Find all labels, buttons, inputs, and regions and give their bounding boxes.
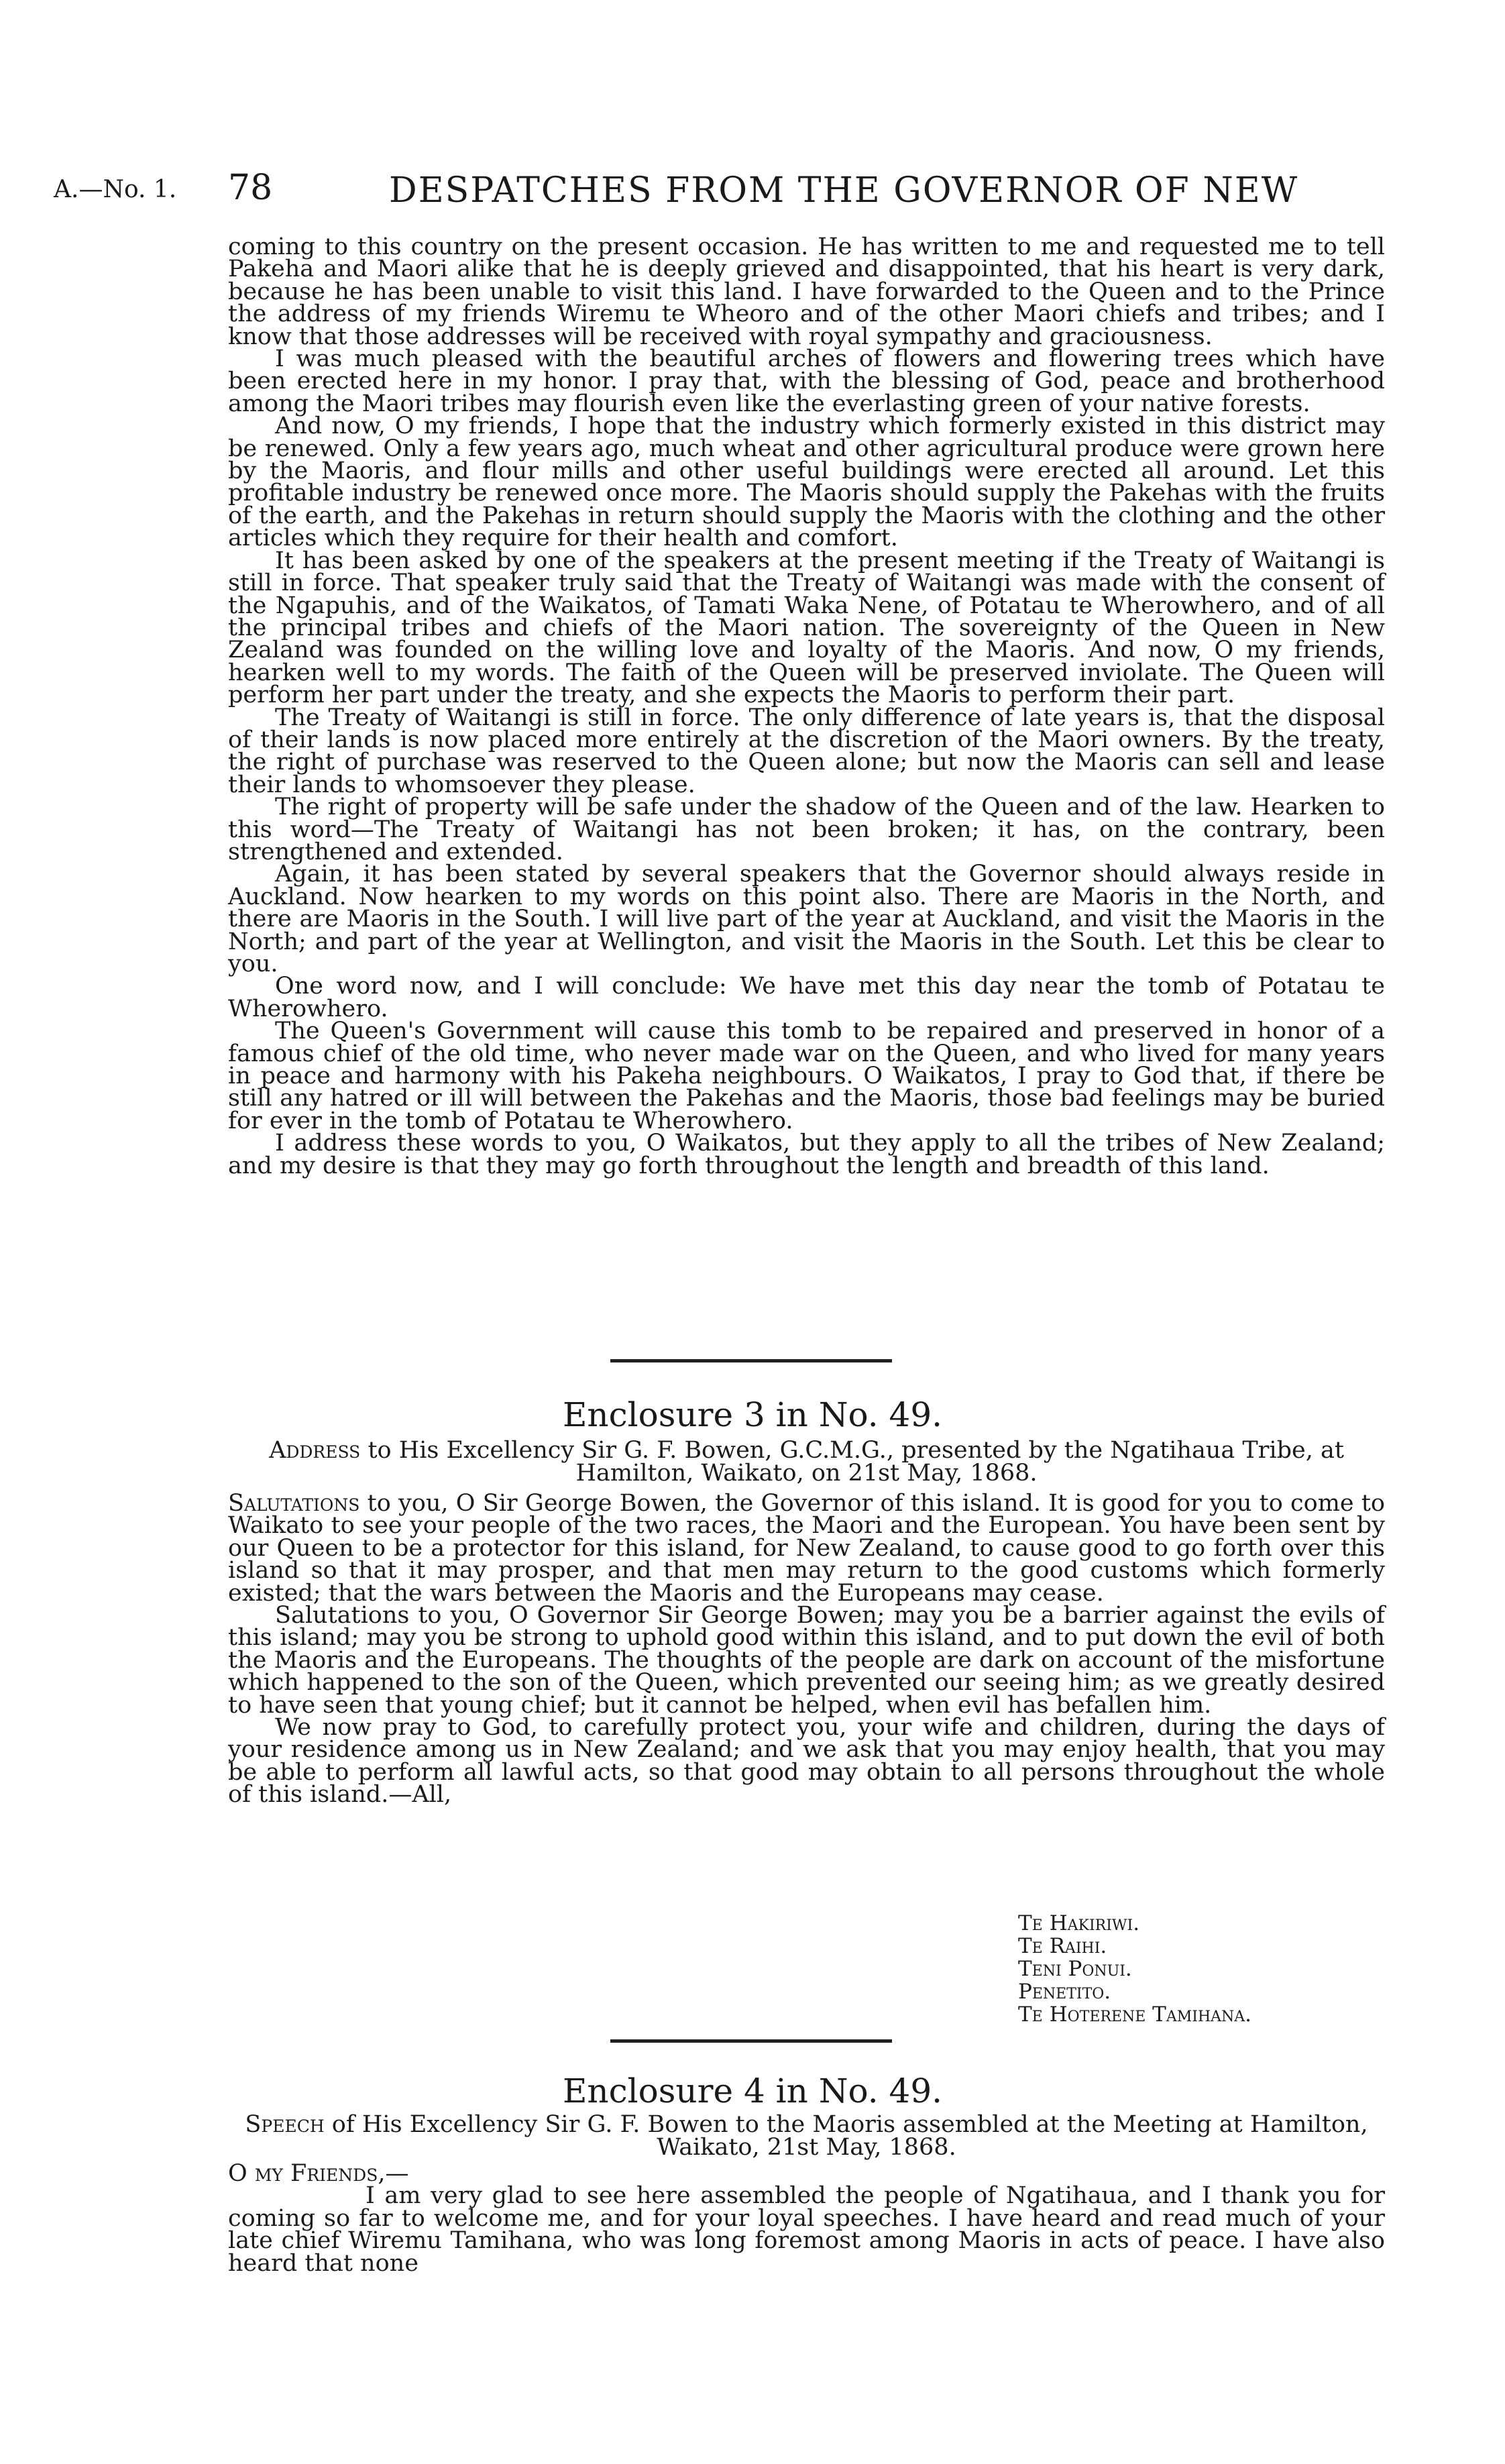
- speech-line-1: of His Excellency Sir G. F. Bowen to the Maoris assembled at the Meeting at Hamilton,: [324, 2111, 1368, 2138]
- signatory: Te Hoterene Tamihana.: [1018, 2002, 1252, 2027]
- paper-reference: A.—No. 1.: [54, 176, 177, 203]
- paragraph: I am very glad to see here assembled the people of Ngatihaua, and I thank you for coming so far to welcome me, and for your loyal speeches. I have heard and read much of your late chief Wiremu Tamihana, who was long foremost among Maoris in acts of peace. I have also heard that none: [228, 2182, 1385, 2277]
- signatory: Te Hakiriwi.: [1018, 1911, 1140, 1935]
- signatory: Penetito.: [1018, 1980, 1111, 2004]
- section-divider: [610, 2039, 892, 2043]
- page-header: [0, 168, 1505, 211]
- address-title: [228, 1439, 1385, 1462]
- speech-title: [228, 2113, 1385, 2136]
- paragraph: The Treaty of Waitangi is still in force. The only difference of late years is, that the disposal of their lands is now placed more entirely at the discretion of the Maori owners. By the treaty, the right of purchase was reserved to the Queen alone; but now the Maoris can sell and lease their lands to whomsoever they please.: [228, 704, 1385, 798]
- paragraph: And now, O my friends, I hope that the industry which formerly existed in this district may be renewed. Only a few years ago, much wheat and other agricultural produce were grown here by the Maoris, and flour mills and other useful buildings were erected all around. Let this profitable industry be renewed once more. The Maoris should supply the Pakehas with the fruits of the earth, and the Pakehas in return should supply the Maoris with the clothing and the other articles which they require for their health and comfort.: [228, 413, 1385, 552]
- enclosure-3-heading: Enclosure 3 in No. 49.: [562, 1395, 943, 1434]
- greeting: O my Friends,—: [228, 2160, 409, 2187]
- running-title: DESPATCHES FROM THE GOVERNOR OF NEW: [389, 170, 1299, 211]
- enclosure-3: [228, 1439, 1385, 1807]
- signatories: [1018, 1912, 1251, 2026]
- paragraph: I was much pleased with the beautiful arches of flowers and flowering trees which have been erected here in my honor. I pray that, with the blessing of God, peace and brotherhood among the Maori tribes may flourish even like the everlasting green of your native forests.: [228, 345, 1385, 417]
- paragraph: Again, it has been stated by several speakers that the Governor should always reside in Auckland. Now hearken to my words on this point also. There are Maoris in the North, and there are Maoris in the South. I will live part of the year at Auckland, and visit the Maoris in the North; and part of the year at Wellington, and visit the Maoris in the South. Let this be clear to you.: [228, 861, 1385, 977]
- signatory: Te Raihi.: [1018, 1934, 1107, 1958]
- address-line-2: Hamilton, Waikato, on 21st May, 1868.: [575, 1460, 1038, 1487]
- paragraph: coming to this country on the present occasion. He has written to me and requested me to tell Pakeha and Maori alike that he is deeply grieved and disappointed, that his heart is very dark, because he has been unable to visit this land. I have forwarded to the Queen and to the Prince the address of my friends Wiremu te Wheoro and of the other Maori chiefs and tribes; and I know that those addresses will be received with royal sympathy and graciousness.: [228, 233, 1385, 350]
- paragraph: The right of property will be safe under the shadow of the Queen and of the law. Hearken to this word—The Treaty of Waitangi has not been broken; it has, on the contrary, been strengthened and extended.: [228, 794, 1385, 865]
- enclosure-4: [228, 2113, 1385, 2275]
- paragraph: I address these words to you, O Waikatos, but they apply to all the tribes of New Zealand; and my desire is that they may go forth throughout the length and breadth of this land.: [228, 1130, 1385, 1179]
- paragraph: Salutations to you, O Governor Sir George Bowen; may you be a barrier against the evils of this island; may you be strong to uphold good within this island, and to put down the evil of both the Maoris and the Europeans. The thoughts of the people are dark on account of the misfortune which happened to the son of the Queen, which prevented our seeing him; as we greatly desired to have seen that young chief; but it cannot be helped, when evil has befallen him.: [228, 1602, 1385, 1719]
- paragraph: It has been asked by one of the speakers at the present meeting if the Treaty of Waitangi is still in force. That speaker truly said that the Treaty of Waitangi was made with the consent of the Ngapuhis, and of the Waikatos, of Tamati Waka Nene, of Potatau te Wherowhero, and of all the principal tribes and chiefs of the Maori nation. The sovereignty of the Queen in New Zealand was founded on the willing love and loyalty of the Maoris. And now, O my friends, hearken well to my words. The faith of the Queen will be preserved inviolate. The Queen will perform her part under the treaty, and she expects the Maoris to perform their part.: [228, 547, 1385, 709]
- speech-continued: [228, 233, 1385, 1179]
- enclosure-4-heading: Enclosure 4 in No. 49.: [562, 2072, 943, 2110]
- salutation-text: to you, O Sir George Bowen, the Governor of this island. It is good for you to come to Waikato to see your people of the two races, the Maori and the European. You have been sent by our Queen to be a protector for this island, for New Zealand, to cause good to go forth over this island so that it may prosper, and that men may return to the good customs which formerly existed; that the wars between the Maoris and the Europeans may cease.: [228, 1490, 1385, 1607]
- salutation-lead: Salutations: [228, 1490, 360, 1517]
- paragraph: One word now, and I will conclude: We have met this day near the tomb of Potatau te Wherowhero.: [228, 973, 1385, 1022]
- address-lead: Address: [269, 1437, 361, 1464]
- paragraph: We now pray to God, to carefully protect you, your wife and children, during the days of your residence among us in New Zealand; and we ask that you may enjoy health, that you may be able to perform all lawful acts, so that good may obtain to all persons throughout the whole of this island.—All,: [228, 1714, 1385, 1809]
- page-number: 78: [228, 168, 273, 208]
- paragraph: [228, 1490, 1385, 1607]
- signatory: Teni Ponui.: [1018, 1957, 1132, 1981]
- paragraph: The Queen's Government will cause this tomb to be repaired and preserved in honor of a famous chief of the old time, who never made war on the Queen, and who lived for many years in peace and harmony with his Pakeha neighbours. O Waikatos, I pray to God that, if there be still any hatred or ill will between the Pakehas and the Maoris, those bad feelings may be buried for ever in the tomb of Potatau te Wherowhero.: [228, 1018, 1385, 1134]
- section-divider: [610, 1359, 892, 1362]
- speech-line-2: Waikato, 21st May, 1868.: [657, 2134, 956, 2161]
- address-line-1: to His Excellency Sir G. F. Bowen, G.C.M.G., presented by the Ngatihaua Tribe, at: [360, 1437, 1344, 1464]
- speech-lead: Speech: [245, 2111, 325, 2138]
